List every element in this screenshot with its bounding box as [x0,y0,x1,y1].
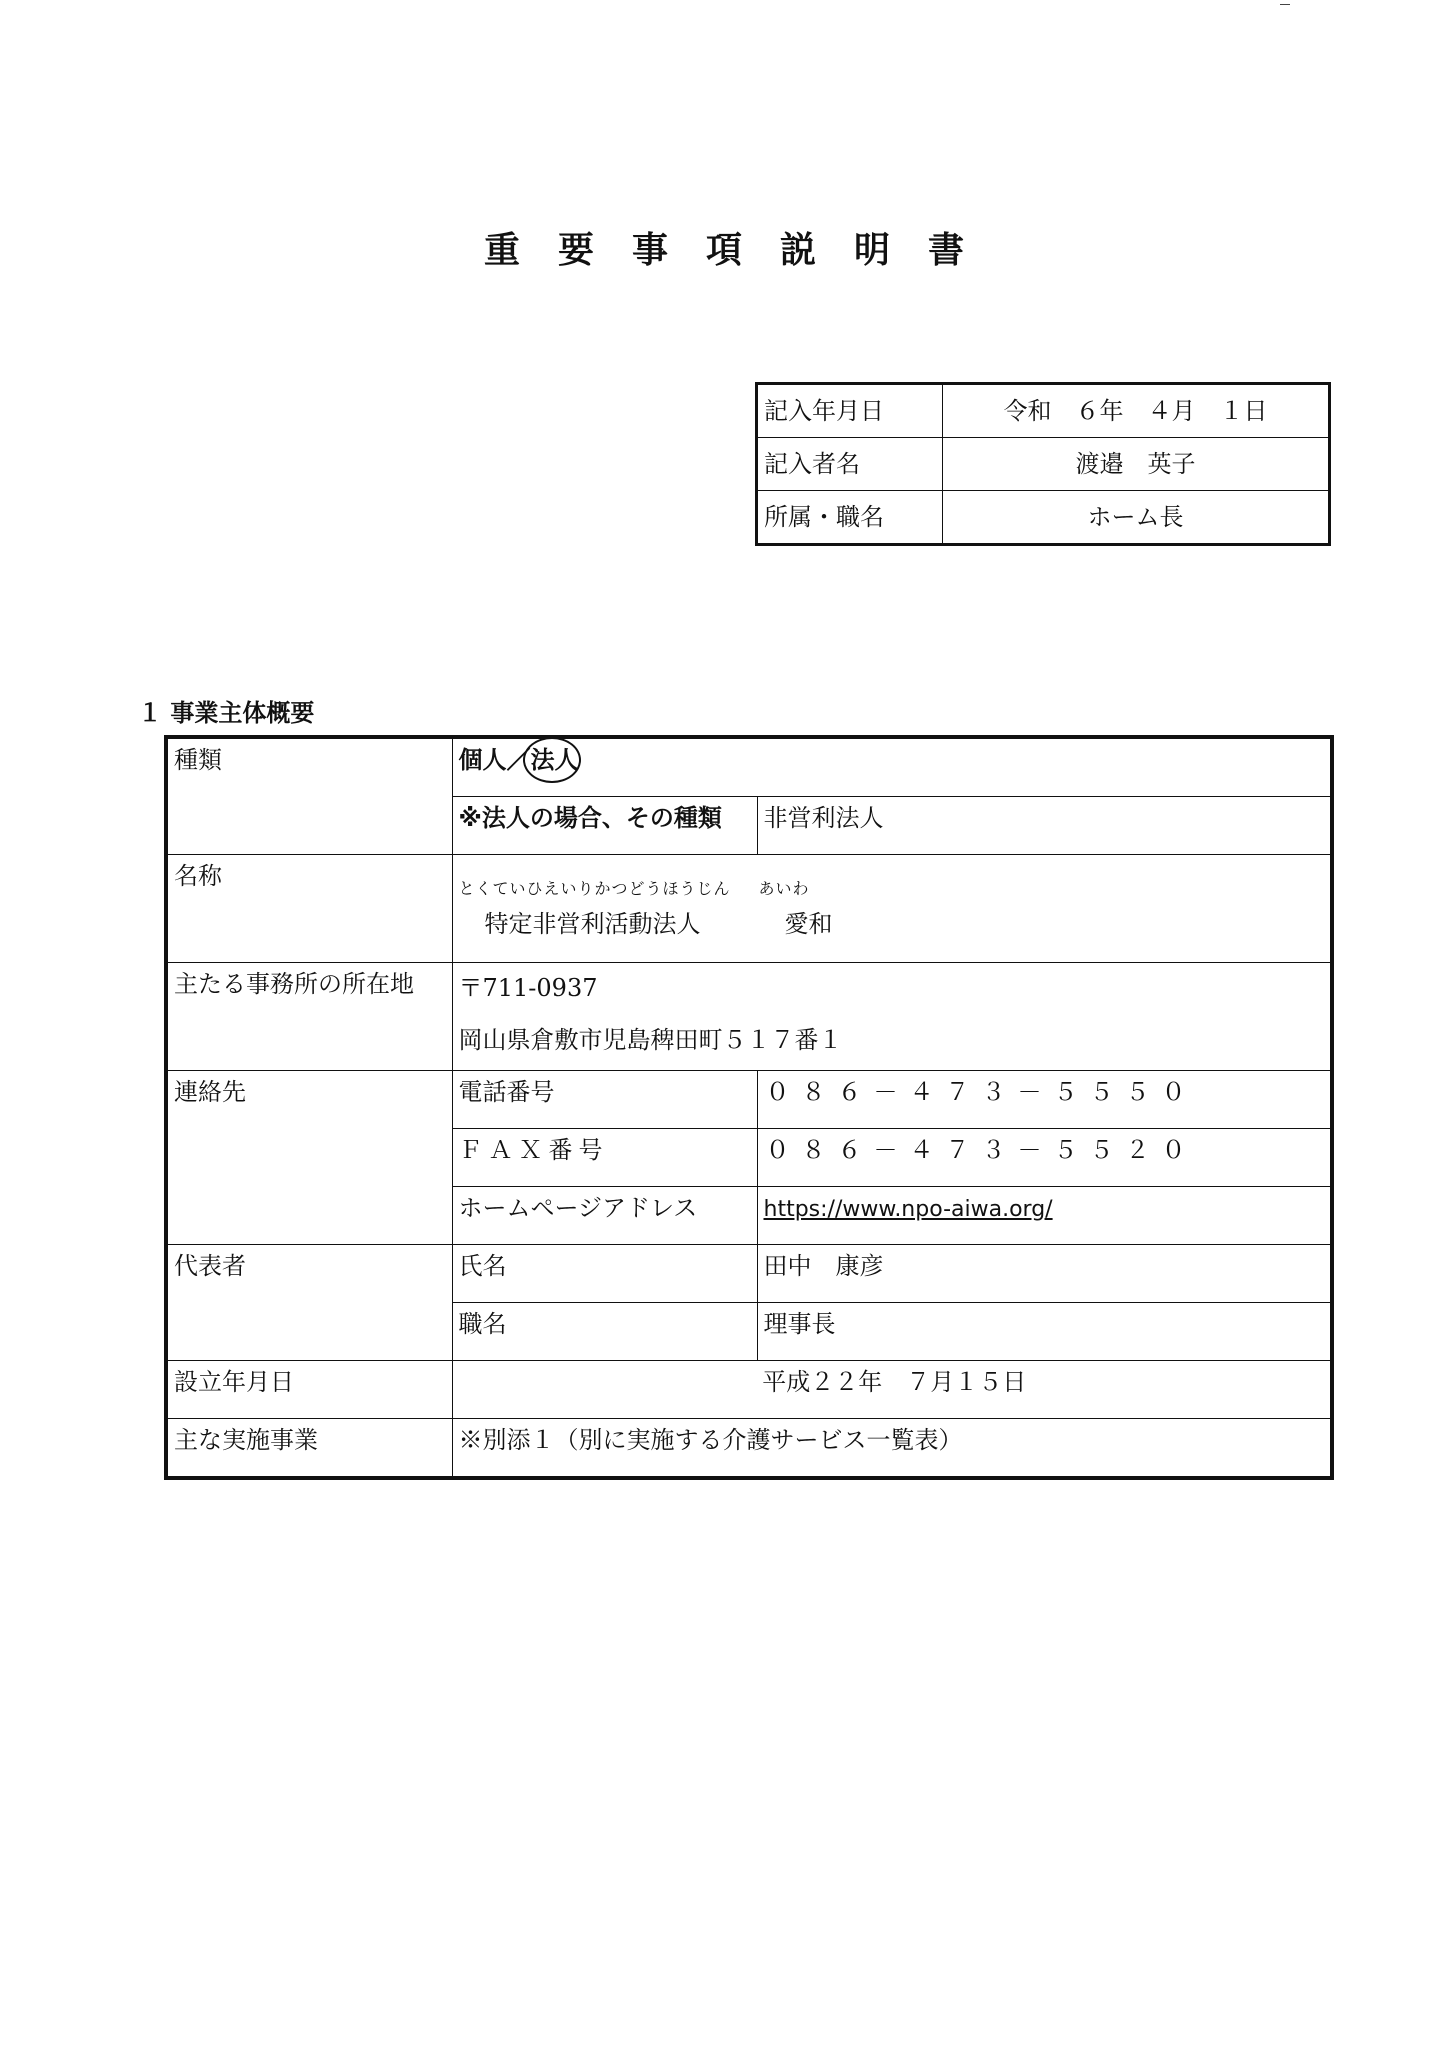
table-row [166,1361,1332,1419]
corp-kind-label: ※法人の場合、その種類 [452,797,757,855]
founded-value: 平成２２年 ７月１５日 [452,1361,1332,1419]
business-label: 主な実施事業 [166,1419,452,1479]
web-label: ホームページアドレス [452,1187,757,1245]
name-furigana-name: あいわ [758,879,810,898]
name-furigana [459,879,1331,899]
contact-label: 連絡先 [166,1071,452,1245]
website-link[interactable]: https://www.npo-aiwa.org/ [763,1197,1053,1222]
office-value [452,963,1332,1071]
table-row [166,855,1332,963]
office-postal: 〒711-0937 [458,974,598,1002]
fax-value: ０８６－４７３－５５２０ [757,1129,1332,1187]
page-title: 重要事項説明書 [483,230,1002,271]
table-row [757,438,1330,491]
rep-name-value: 田中 康彦 [757,1245,1332,1303]
fax-label: ＦＡＸ番号 [452,1129,757,1187]
business-overview-table [164,735,1334,1480]
founded-label: 設立年月日 [166,1361,452,1419]
name-line [459,909,1331,939]
type-label: 種類 [166,737,452,855]
rep-title-label: 職名 [452,1303,757,1361]
type-value [452,737,1332,797]
section-heading: １ 事業主体概要 [138,699,315,727]
phone-value: ０８６－４７３－５５５０ [757,1071,1332,1129]
table-row [166,737,1332,797]
business-value: ※別添１（別に実施する介護サービス一覧表） [452,1419,1332,1479]
name-furigana-org: とくていひえいりかつどうほうじん [458,879,731,898]
type-corporation: 法人 [530,746,579,774]
rep-name-label: 氏名 [452,1245,757,1303]
name-label: 名称 [166,855,452,963]
record-position-label: 所属・職名 [757,491,943,545]
table-row [166,963,1332,1071]
corp-kind-value: 非営利法人 [757,797,1332,855]
rep-label: 代表者 [166,1245,452,1361]
record-date-value: 令和 ６年 ４月 １日 [943,384,1330,438]
web-value-cell [757,1187,1332,1245]
table-row [166,1071,1332,1129]
rep-title-value: 理事長 [757,1303,1332,1361]
record-author-label: 記入者名 [757,438,943,491]
table-row [166,1245,1332,1303]
name-org: 特定非営利活動法人 [484,910,701,938]
office-label: 主たる事務所の所在地 [166,963,452,1071]
record-position-value: ホーム長 [943,491,1330,545]
type-individual: 個人 [458,746,507,774]
type-separator: ／ [506,746,531,774]
scan-mark [1280,0,1290,5]
table-row [757,491,1330,545]
type-corporation-circled [531,745,579,775]
name-name: 愛和 [784,910,833,938]
record-info-table [755,382,1331,546]
name-value [452,855,1332,963]
table-row [166,1419,1332,1479]
record-author-value: 渡邉 英子 [943,438,1330,491]
record-date-label: 記入年月日 [757,384,943,438]
office-address: 岡山県倉敷市児島稗田町５１７番１ [458,1026,843,1054]
phone-label: 電話番号 [452,1071,757,1129]
table-row [757,384,1330,438]
